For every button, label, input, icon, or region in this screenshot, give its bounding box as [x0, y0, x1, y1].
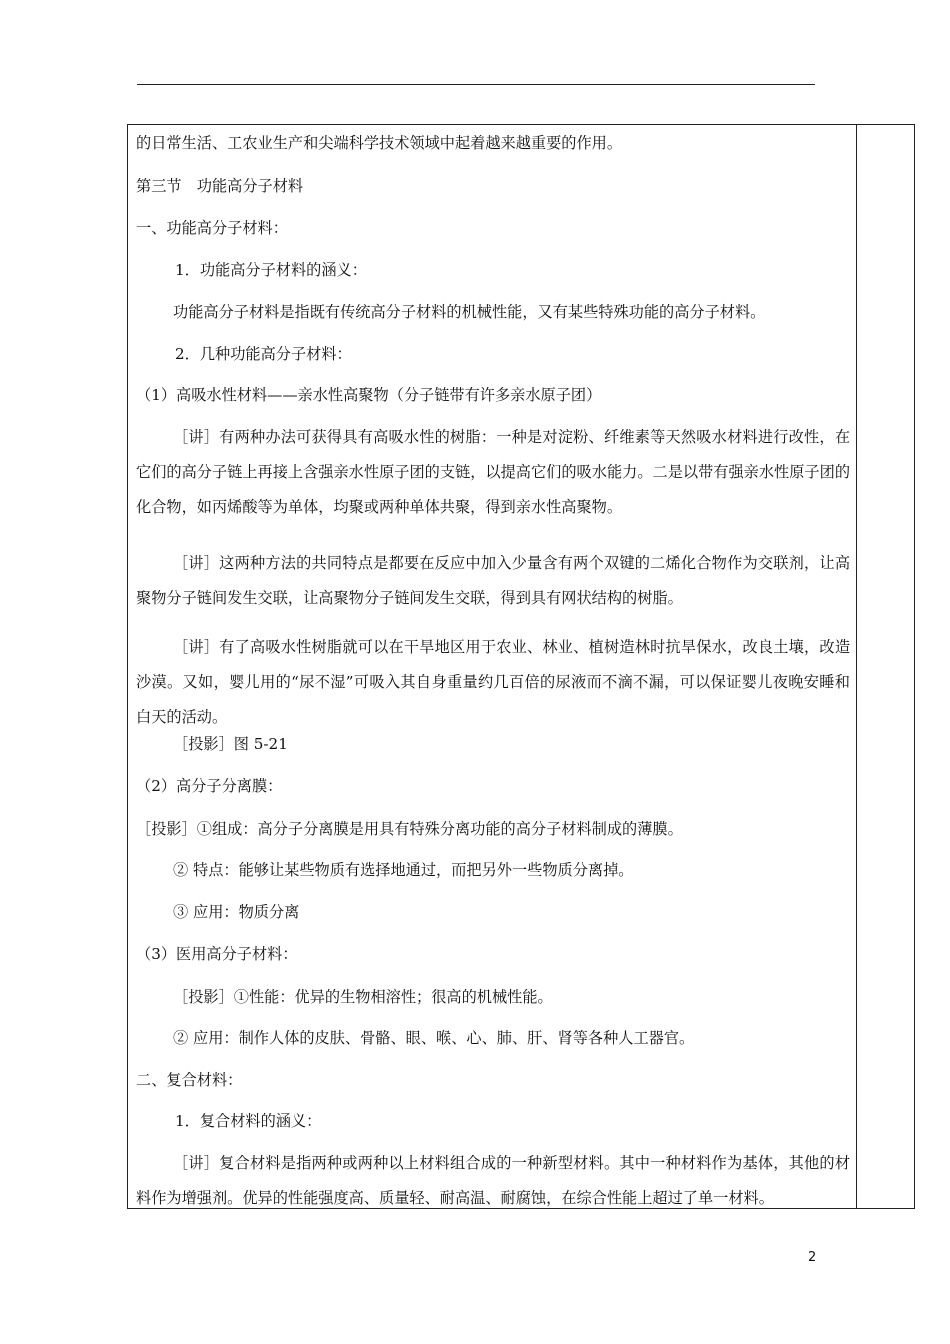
heading-functional-polymers: 一、功能高分子材料： [136, 219, 288, 237]
membrane-composition: ［投影］①组成：高分子分离膜是用具有特殊分离功能的高分子材料制成的薄膜。 [136, 820, 683, 838]
membrane-features: ② 特点：能够让某些物质有选择地通过，而把另外一些物质分离掉。 [173, 861, 634, 879]
paragraph-crosslinking: ［讲］这两种方法的共同特点是都要在反应中加入少量含有两个双键的二烯化合物作为交联剂，让高聚物分子链间发生交联，让高聚物分子链间发生交联，得到具有网状结构的树脂。 [136, 554, 850, 607]
paragraph-applications: ［讲］有了高吸水性树脂就可以在干旱地区用于农业、林业、植树造林时抗旱保水，改良土壤，改造沙漠。又如，婴儿用的“尿不湿”可吸入其自身重量约几百倍的尿液而不滴不漏，可以保证婴儿夜晚安睡和白天的活动。 [136, 638, 850, 726]
projection-figure-ref: ［投影］图 5-21 [173, 735, 288, 753]
membrane-applications: ③ 应用：物质分离 [173, 903, 300, 921]
item-absorbent-material: （1）高吸水性材料——亲水性高聚物（分子链带有许多亲水原子团） [136, 386, 602, 404]
paragraph-composite-definition: ［讲］复合材料是指两种或两种以上材料组合成的一种新型材料。其中一种材料作为基体，其他的材料作为增强剂。优异的性能强度高、质量轻、耐高温、耐腐蚀，在综合性能上超过了单一材料。 [136, 1154, 850, 1207]
paragraph-continuation: 的日常生活、工农业生产和尖端科学技术领域中起着越来越重要的作用。 [136, 134, 622, 152]
subheading-definition: 1．功能高分子材料的涵义： [175, 261, 367, 279]
subheading-composite-definition: 1．复合材料的涵义： [175, 1112, 322, 1130]
heading-composites: 二、复合材料： [136, 1071, 243, 1089]
item-separation-membrane: （2）高分子分离膜： [136, 777, 283, 795]
medical-properties: ［投影］①性能：优异的生物相溶性；很高的机械性能。 [173, 988, 553, 1006]
item-medical-polymers: （3）医用高分子材料： [136, 945, 298, 963]
header-rule [137, 84, 815, 85]
paragraph-absorbent-methods: ［讲］有两种办法可获得具有高吸水性的树脂：一种是对淀粉、纤维素等天然吸水材料进行改性，在它们的高分子链上再接上含强亲水性原子团的支链，以提高它们的吸水能力。二是以带有强亲水性原子团的化合物，如丙烯酸等为单体，均聚或两种单体共聚，得到亲水性高聚物。 [136, 428, 850, 516]
subheading-types: 2．几种功能高分子材料： [175, 345, 352, 363]
page-number: 2 [808, 1250, 817, 1265]
paragraph-definition: 功能高分子材料是指既有传统高分子材料的机械性能，又有某些特殊功能的高分子材料。 [173, 303, 766, 321]
table-column-divider [856, 124, 857, 1209]
section-heading: 第三节 功能高分子材料 [136, 177, 304, 195]
medical-applications: ② 应用：制作人体的皮肤、骨骼、眼、喉、心、肺、肝、肾等各种人工器官。 [173, 1029, 695, 1047]
